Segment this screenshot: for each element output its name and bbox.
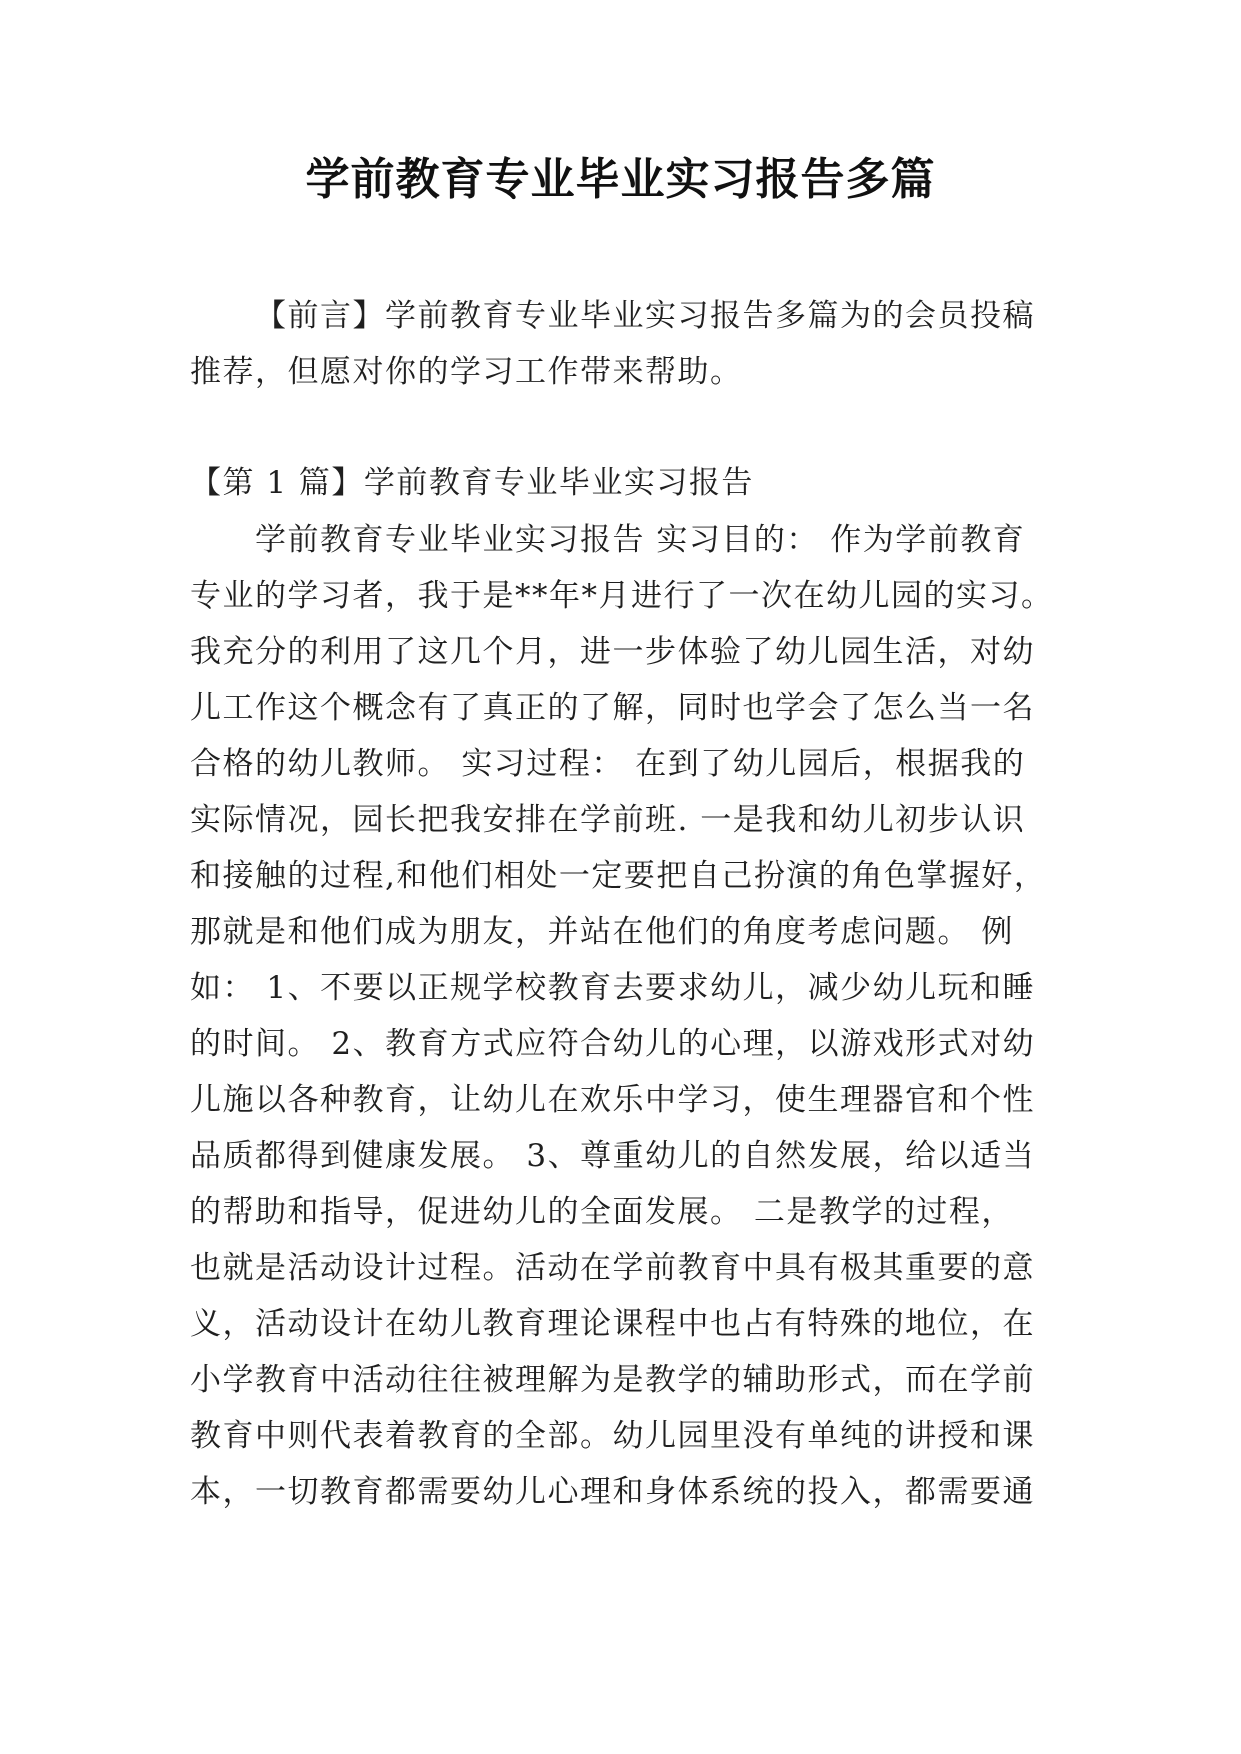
body-line: 专业的学习者，我于是**年*月进行了一次在幼儿园的实习。: [190, 578, 1054, 614]
body-line: 和接触的过程,和他们相处一定要把自己扮演的角色掌握好，: [190, 858, 1047, 894]
preface-line: 推荐，但愿对你的学习工作带来帮助。: [190, 354, 743, 390]
body-line: 儿工作这个概念有了真正的了解，同时也学会了怎么当一名: [190, 690, 1035, 726]
section-heading: 【第 1 篇】学前教育专业毕业实习报告: [190, 465, 754, 501]
body-line: 品质都得到健康发展。 3、尊重幼儿的自然发展，给以适当: [190, 1138, 1036, 1174]
preface-line: 【前言】学前教育专业毕业实习报告多篇为的会员投稿: [255, 298, 1035, 334]
body-line: 义，活动设计在幼儿教育理论课程中也占有特殊的地位，在: [190, 1306, 1035, 1342]
document-title: 学前教育专业毕业实习报告多篇: [305, 154, 936, 205]
body-line: 学前教育专业毕业实习报告 实习目的： 作为学前教育: [255, 522, 1026, 558]
body-line: 小学教育中活动往往被理解为是教学的辅助形式，而在学前: [190, 1362, 1035, 1398]
body-line: 的帮助和指导，促进幼儿的全面发展。 二是教学的过程，: [190, 1194, 1014, 1230]
body-line: 我充分的利用了这几个月，进一步体验了幼儿园生活，对幼: [190, 634, 1035, 670]
body-line: 也就是活动设计过程。活动在学前教育中具有极其重要的意: [190, 1250, 1035, 1286]
body-line: 的时间。 2、教育方式应符合幼儿的心理，以游戏形式对幼: [190, 1026, 1036, 1062]
body-line: 实际情况，园长把我安排在学前班. 一是我和幼儿初步认识: [190, 802, 1026, 838]
body-line: 如： 1、不要以正规学校教育去要求幼儿，减少幼儿玩和睡: [190, 970, 1036, 1006]
body-line: 本，一切教育都需要幼儿心理和身体系统的投入，都需要通: [190, 1474, 1035, 1510]
body-line: 教育中则代表着教育的全部。幼儿园里没有单纯的讲授和课: [190, 1418, 1035, 1454]
body-line: 儿施以各种教育，让幼儿在欢乐中学习，使生理器官和个性: [190, 1082, 1035, 1118]
body-line: 那就是和他们成为朋友，并站在他们的角度考虑问题。 例: [190, 914, 1014, 950]
body-line: 合格的幼儿教师。 实习过程： 在到了幼儿园后，根据我的: [190, 746, 1026, 782]
